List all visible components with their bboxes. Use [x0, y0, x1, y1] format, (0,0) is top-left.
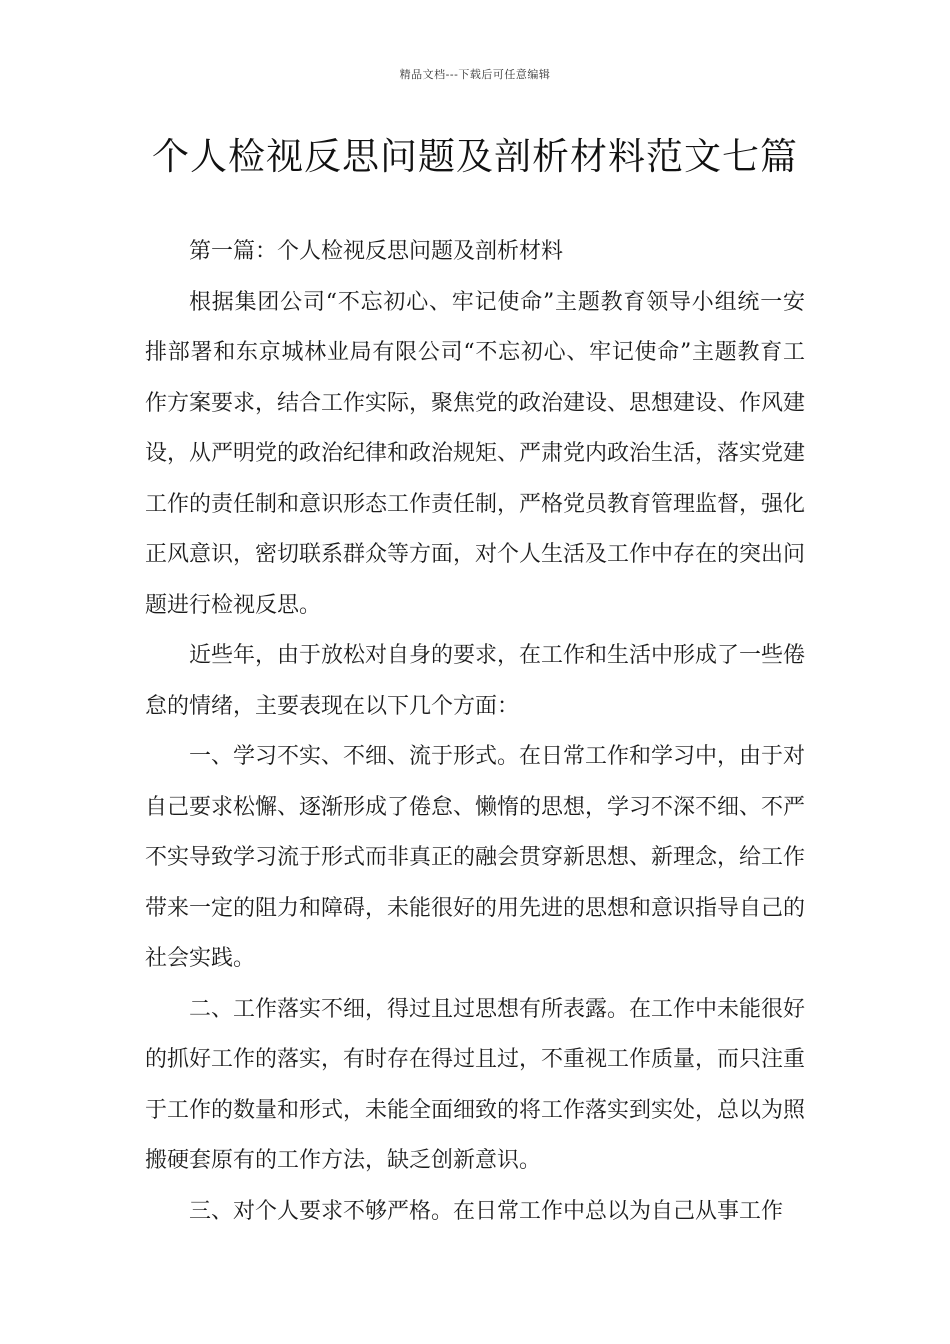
paragraph: 近些年，由于放松对自身的要求，在工作和生活中形成了一些倦怠的情绪，主要表现在以下几个方面：: [145, 643, 806, 719]
document-body: [145, 227, 805, 1237]
paragraph-section-heading: 第一篇：个人检视反思问题及剖析材料: [189, 239, 564, 264]
paragraph: 根据集团公司“不忘初心、牢记使命”主题教育领导小组统一安排部署和东京城林业局有限公司“不忘初心、牢记使命”主题教育工作方案要求，结合工作实际，聚焦党的政治建设、思想建设、作风建设，从严明党的政治纪律和政治规矩、严肃党内政治生活，落实党建工作的责任制和意识形态工作责任制，严格党员教育管理监督，强化正风意识，密切联系群众等方面，对个人生活及工作中存在的突出问题进行检视反思。: [145, 289, 806, 618]
paragraph: 一、学习不实、不细、流于形式。在日常工作和学习中，由于对自己要求松懈、逐渐形成了倦怠、懒惰的思想，学习不深不细、不严不实导致学习流于形式而非真正的融会贯穿新思想、新理念，给工作带来一定的阻力和障碍，未能很好的用先进的思想和意识指导自己的社会实践。: [145, 744, 806, 971]
paragraph: 三、对个人要求不够严格。在日常工作中总以为自己从事工作: [189, 1198, 784, 1224]
paragraph: 二、工作落实不细，得过且过思想有所表露。在工作中未能很好的抓好工作的落实，有时存在得过且过，不重视工作质量，而只注重于工作的数量和形式，未能全面细致的将工作落实到实处，总以为照搬硬套原有的工作方法，缺乏创新意识。: [145, 996, 806, 1173]
header-note: 精品文档---下载后可任意编辑: [399, 68, 551, 81]
document-title: 个人检视反思问题及剖析材料范文七篇: [152, 135, 798, 178]
